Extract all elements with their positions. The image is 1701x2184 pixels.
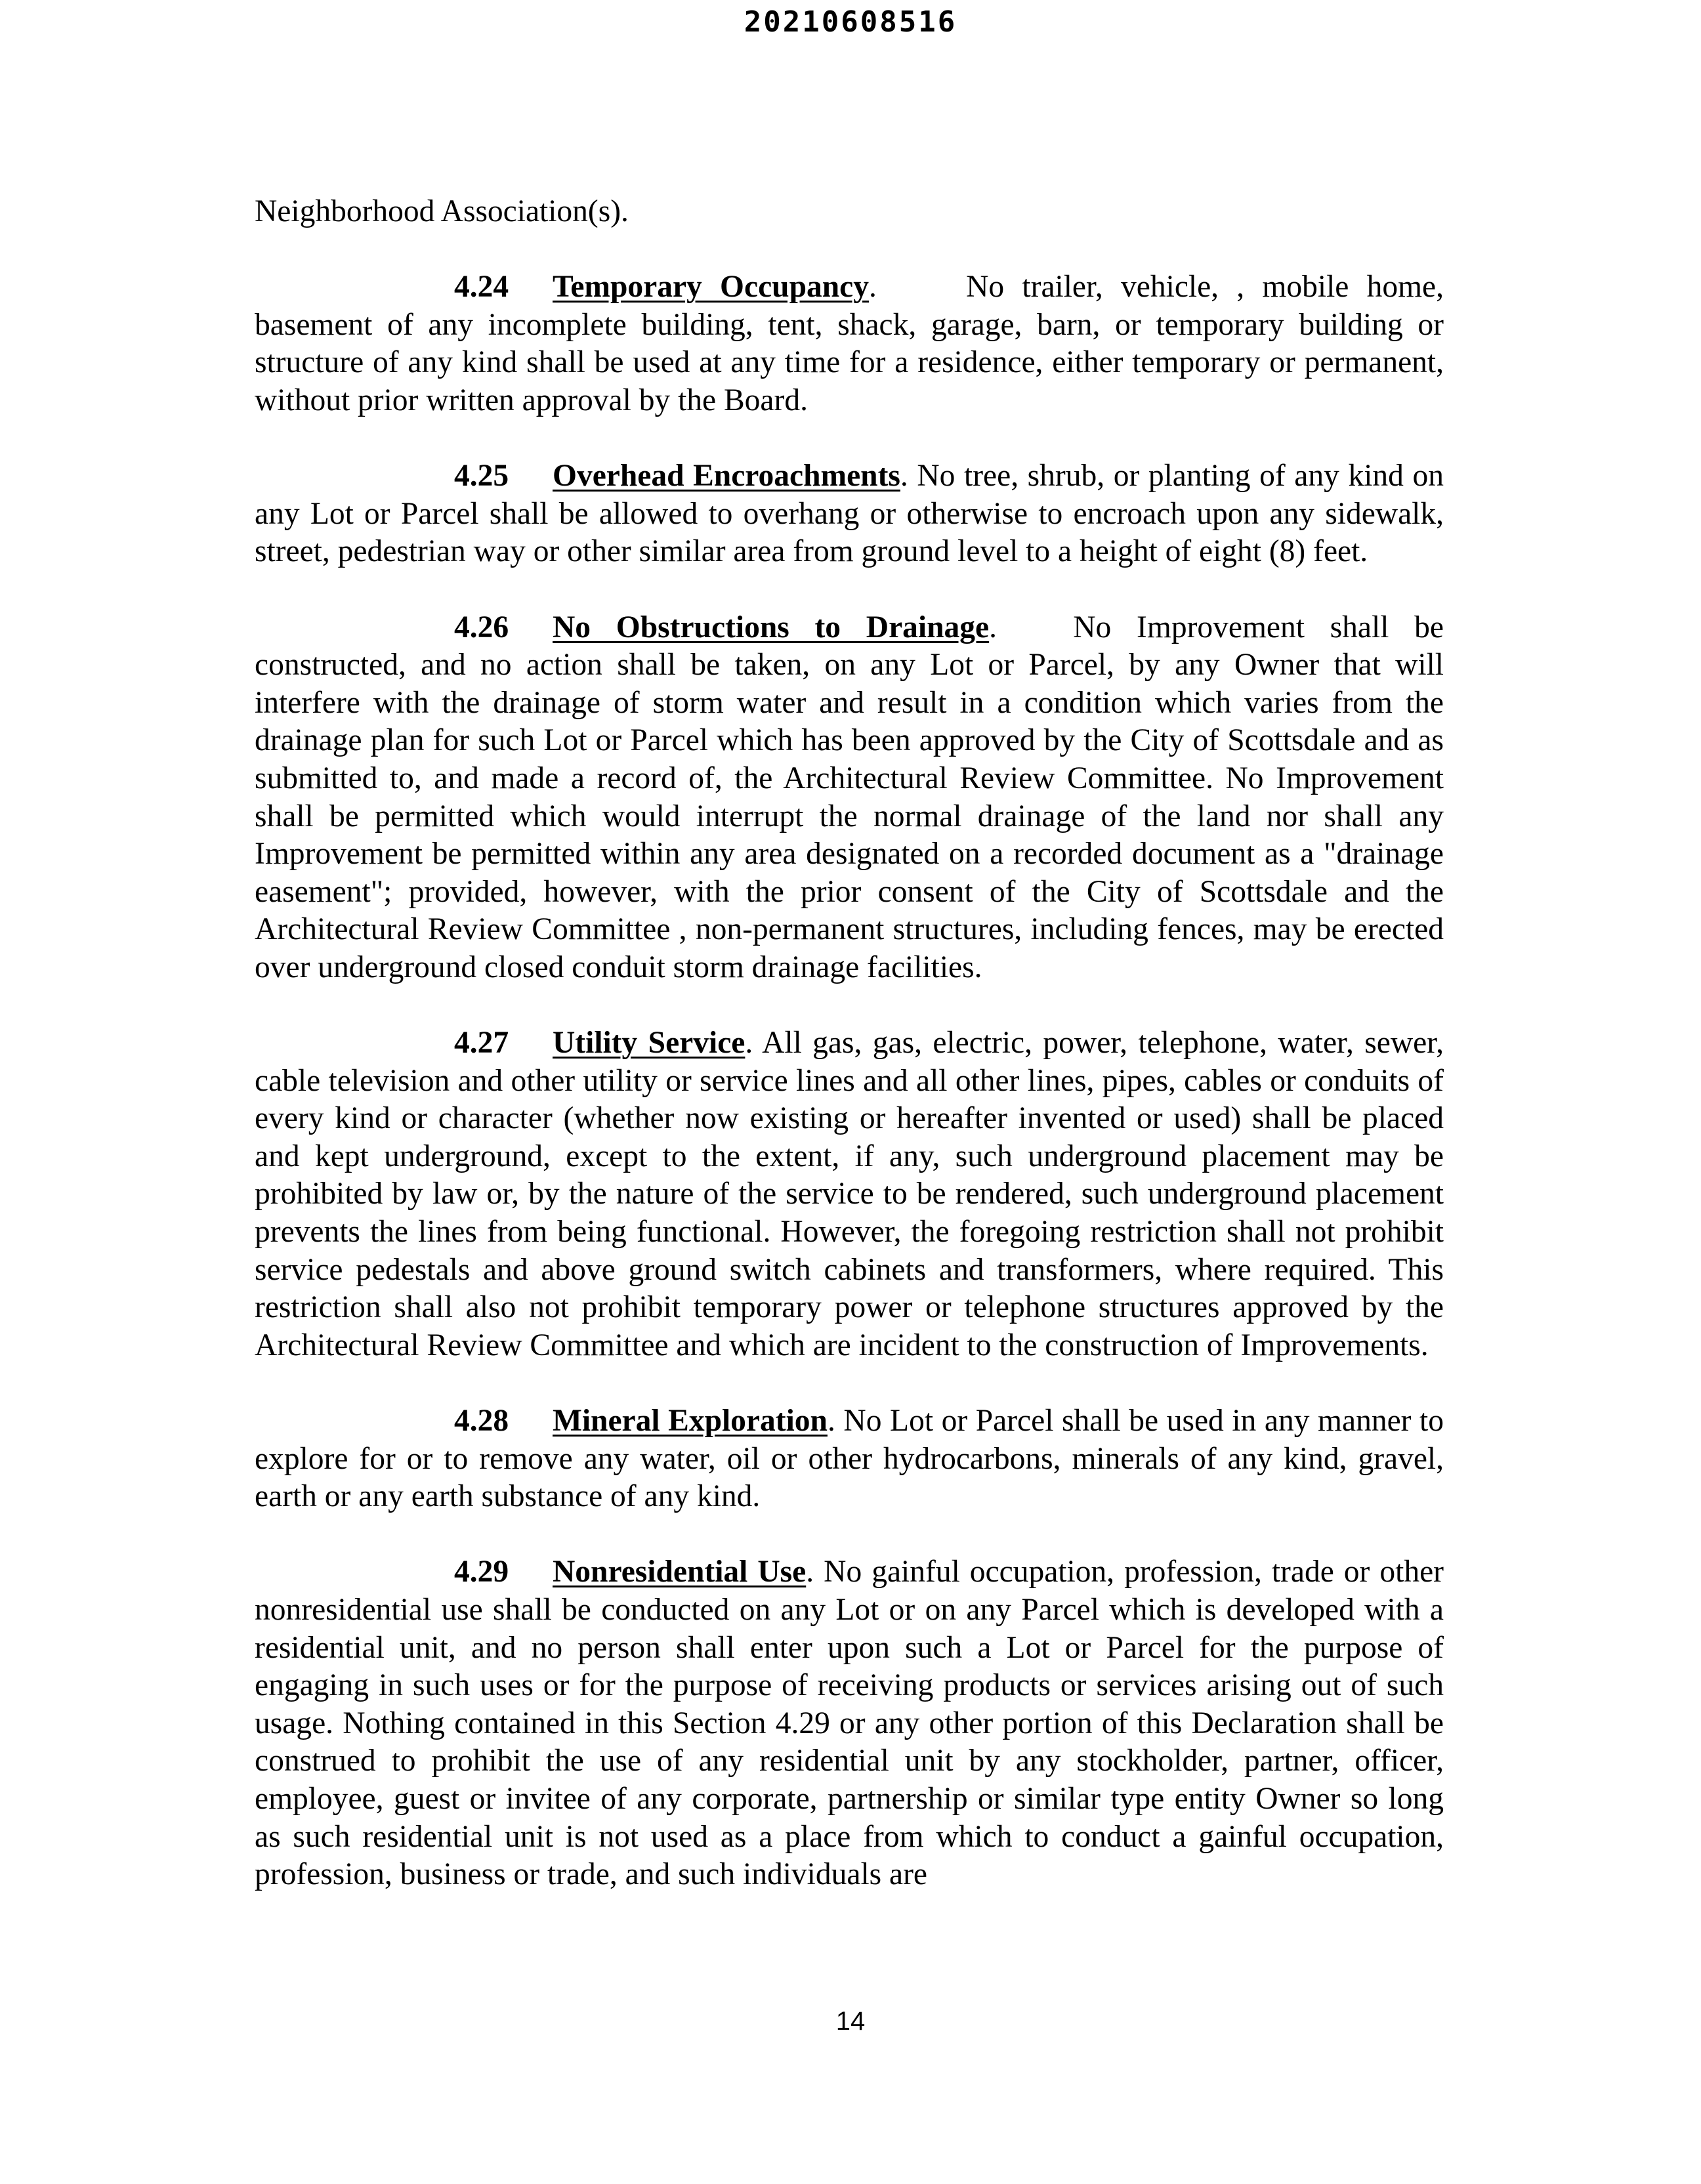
section-title: Temporary Occupancy xyxy=(553,270,869,304)
section-number: 4.28 xyxy=(454,1404,509,1438)
section-text: No tree, shrub, or planting of any kind on any Lot or Parcel shall be allowed to overhang or otherwise to encroach upon any sidewalk, street, pedestrian way or other similar area from ground level to a height of eight (8) feet. xyxy=(255,459,1444,569)
document-body xyxy=(255,193,1444,1931)
section-number: 4.29 xyxy=(454,1555,509,1589)
section-4-28: 4.28 Mineral Exploration. No Lot or Parcel shall be used in any manner to explore for or to remove any water, oil or other hydrocarbons, minerals of any kind, gravel, earth or any earth substance of any kind. xyxy=(255,1404,1444,1514)
section-number: 4.24 xyxy=(454,270,509,304)
section-number: 4.26 xyxy=(454,610,509,644)
section-4-29: 4.29 Nonresidential Use. No gainful occupation, profession, trade or other nonresidential use shall be conducted on any Lot or on any Parcel which is developed with a residential unit, and no person shall enter upon such a Lot or Parcel for the purpose of engaging in such uses or for the purpose of receiving products or services arising out of such usage. Nothing contained in this Section 4.29 or any other portion of this Declaration shall be construed to prohibit the use of any residential unit by any stockholder, partner, officer, employee, guest or invitee of any corporate, partnership or similar type entity Owner so long as such residential unit is not used as a place from which to conduct a gainful occupation, profession, business or trade, and such individuals are xyxy=(255,1555,1444,1892)
recording-number: 20210608516 xyxy=(744,5,957,39)
section-text: No Improvement shall be constructed, and no action shall be taken, on any Lot or Parcel, by any Owner that will interfere with the drainage of storm water and result in a condition which varies from the drainage plan for such Lot or Parcel which has been approved by the City of Scottsdale and as submitted to, and made a record of, the Architectural Review Committee. No Improvement shall be permitted which would interrupt the normal drainage of the land nor shall any Improvement be permitted within any area designated on a recorded document as a "drainage easement"; provided, however, with the prior consent of the City of Scottsdale and the Architectural Review Committee , non-permanent structures, including fences, may be erected over underground closed conduit storm drainage facilities. xyxy=(255,610,1444,984)
section-title: Overhead Encroachments xyxy=(553,459,900,494)
section-text: No Lot or Parcel shall be used in any manner to explore for or to remove any water, oil or other hydrocarbons, minerals of any kind, gravel, earth or any earth substance of any kind. xyxy=(255,1404,1444,1514)
section-4-27: 4.27 Utility Service. All gas, gas, electric, power, telephone, water, sewer, cable television and other utility or service lines and all other lines, pipes, cables or conduits of every kind or character (whether now existing or hereafter invented or used) shall be placed and kept underground, except to the extent, if any, such underground placement may be prohibited by law or, by the nature of the service to be rendered, such underground placement prevents the lines from being functional. However, the foregoing restriction shall not prohibit service pedestals and above ground switch cabinets and transformers, where required. This restriction shall also not prohibit temporary power or telephone structures approved by the Architectural Review Committee and which are incident to the construction of Improvements. xyxy=(255,1026,1444,1362)
section-number: 4.25 xyxy=(454,459,509,494)
section-title: No Obstructions to Drainage xyxy=(553,610,990,644)
section-4-25: 4.25 Overhead Encroachments. No tree, shrub, or planting of any kind on any Lot or Parcel shall be allowed to overhang or otherwise to encroach upon any sidewalk, street, pedestrian way or other similar area from ground level to a height of eight (8) feet. xyxy=(255,459,1444,569)
section-number: 4.27 xyxy=(454,1026,509,1060)
section-4-24: 4.24 Temporary Occupancy. No trailer, vehicle, , mobile home, basement of any incomplete building, tent, shack, garage, barn, or temporary building or structure of any kind shall be used at any time for a residence, either temporary or permanent, without prior written approval by the Board. xyxy=(255,270,1444,417)
section-text: No gainful occupation, profession, trade or other nonresidential use shall be conducted on any Lot or on any Parcel which is developed with a residential unit, and no person shall enter upon such a Lot or Parcel for the purpose of engaging in such uses or for the purpose of receiving products or services arising out of such usage. Nothing contained in this Section 4.29 or any other portion of this Declaration shall be construed to prohibit the use of any residential unit by any stockholder, partner, officer, employee, guest or invitee of any corporate, partnership or similar type entity Owner so long as such residential unit is not used as a place from which to conduct a gainful occupation, profession, business or trade, and such individuals are xyxy=(255,1555,1444,1892)
section-4-26: 4.26 No Obstructions to Drainage. No Improvement shall be constructed, and no action shall be taken, on any Lot or Parcel, by any Owner that will interfere with the drainage of storm water and result in a condition which varies from the drainage plan for such Lot or Parcel which has been approved by the City of Scottsdale and as submitted to, and made a record of, the Architectural Review Committee. No Improvement shall be permitted which would interrupt the normal drainage of the land nor shall any Improvement be permitted within any area designated on a recorded document as a "drainage easement"; provided, however, with the prior consent of the City of Scottsdale and the Architectural Review Committee , non-permanent structures, including fences, may be erected over underground closed conduit storm drainage facilities. xyxy=(255,610,1444,984)
section-text: All gas, gas, electric, power, telephone, water, sewer, cable television and other utility or service lines and all other lines, pipes, cables or conduits of every kind or character (whether now existing or hereafter invented or used) shall be placed and kept underground, except to the extent, if any, such underground placement may be prohibited by law or, by the nature of the service to be rendered, such underground placement prevents the lines from being functional. However, the foregoing restriction shall not prohibit service pedestals and above ground switch cabinets and transformers, where required. This restriction shall also not prohibit temporary power or telephone structures approved by the Architectural Review Committee and which are incident to the construction of Improvements. xyxy=(255,1026,1444,1362)
section-text: No trailer, vehicle, , mobile home, basement of any incomplete building, tent, shack, garage, barn, or temporary building or structure of any kind shall be used at any time for a residence, either temporary or permanent, without prior written approval by the Board. xyxy=(255,270,1444,417)
intro-paragraph: Neighborhood Association(s). xyxy=(255,194,629,228)
page-number: 14 xyxy=(835,2007,866,2036)
section-title: Nonresidential Use xyxy=(553,1555,807,1589)
section-title: Mineral Exploration xyxy=(553,1404,828,1438)
section-title: Utility Service xyxy=(553,1026,746,1060)
